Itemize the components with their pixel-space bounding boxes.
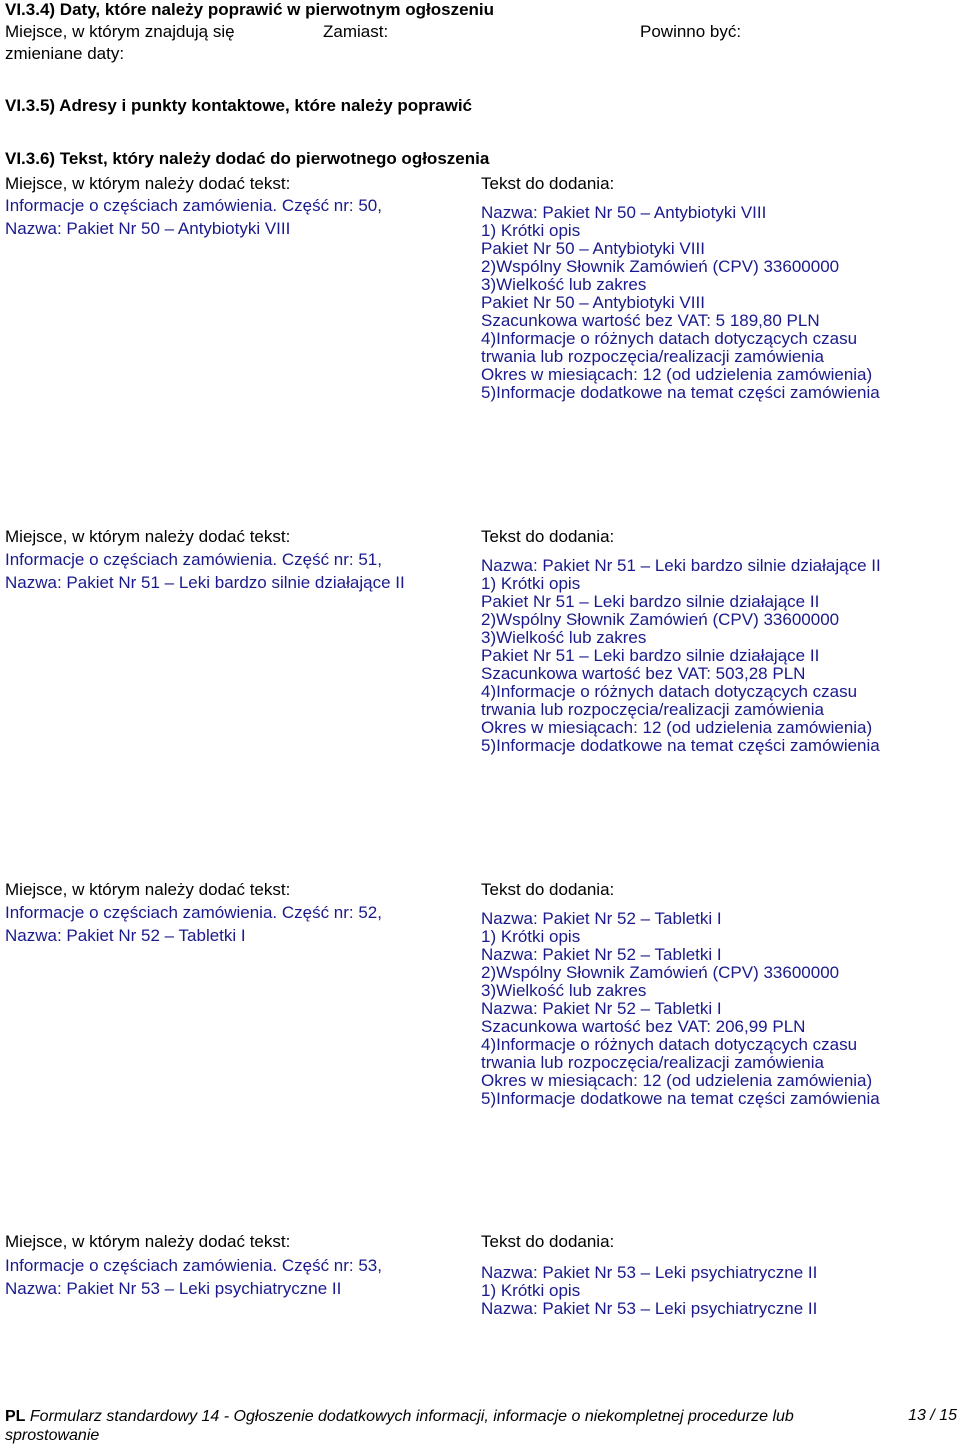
text-line: 4)Informacje o różnych datach dotyczących czasu [481, 329, 858, 348]
text-line: Okres w miesiącach: 12 (od udzielenia zamówienia) [481, 718, 873, 737]
text-line: 3)Wielkość lub zakres [481, 275, 647, 294]
text-line: Szacunkowa wartość bez VAT: 5 189,80 PLN [481, 311, 820, 330]
text-line: trwania lub rozpoczęcia/realizacji zamówienia [481, 347, 824, 366]
place-label: Miejsce, w którym należy dodać tekst: [5, 527, 291, 546]
place-label: Miejsce, w którym należy dodać tekst: [5, 1232, 291, 1251]
text-line: Nazwa: Pakiet Nr 52 – Tabletki I [481, 909, 722, 928]
text-to-add-label: Tekst do dodania: [481, 174, 615, 193]
text-to-add-value [481, 557, 881, 755]
page-footer [5, 1407, 957, 1445]
text-line: Nazwa: Pakiet Nr 50 – Antybiotyki VIII [481, 203, 767, 222]
text-line: Nazwa: Pakiet Nr 51 – Leki bardzo silnie działające II [481, 556, 881, 575]
footer-lang: PL [5, 1408, 26, 1425]
page-number: 13 / 15 [908, 1407, 957, 1424]
text-line: Okres w miesiącach: 12 (od udzielenia zamówienia) [481, 1071, 873, 1090]
text-line: Pakiet Nr 50 – Antybiotyki VIII [481, 293, 705, 312]
footer-form-title-2: sprostowanie [5, 1427, 100, 1444]
place-label: Miejsce, w którym należy dodać tekst: [5, 174, 291, 193]
text-line: 2)Wspólny Słownik Zamówień (CPV) 33600000 [481, 610, 840, 629]
dates-instead-label: Zamiast: [323, 22, 389, 41]
place-value [5, 1254, 382, 1300]
text-line: trwania lub rozpoczęcia/realizacji zamówienia [481, 1053, 824, 1072]
text-to-add-value [481, 910, 880, 1108]
place-line: Informacje o częściach zamówienia. Część nr: 53, [5, 1256, 382, 1275]
text-line: 1) Krótki opis [481, 574, 581, 593]
place-line: Nazwa: Pakiet Nr 53 – Leki psychiatryczne II [5, 1279, 342, 1298]
place-line: Nazwa: Pakiet Nr 52 – Tabletki I [5, 926, 246, 945]
place-value [5, 548, 405, 594]
place-value [5, 901, 382, 947]
text-line: 5)Informacje dodatkowe na temat części zamówienia [481, 383, 880, 402]
text-to-add-value [481, 1264, 817, 1318]
place-line: Informacje o częściach zamówienia. Część nr: 50, [5, 196, 382, 215]
text-line: Nazwa: Pakiet Nr 52 – Tabletki I [481, 945, 722, 964]
text-line: Szacunkowa wartość bez VAT: 503,28 PLN [481, 664, 806, 683]
dates-place-label-1: Miejsce, w którym znajdują się [5, 22, 235, 41]
section-title-dates: VI.3.4) Daty, które należy poprawić w pierwotnym ogłoszeniu [5, 0, 495, 19]
text-line: Pakiet Nr 51 – Leki bardzo silnie działające II [481, 646, 820, 665]
text-line: Okres w miesiącach: 12 (od udzielenia zamówienia) [481, 365, 873, 384]
place-line: Nazwa: Pakiet Nr 50 – Antybiotyki VIII [5, 219, 291, 238]
text-to-add-label: Tekst do dodania: [481, 880, 615, 899]
text-line: 4)Informacje o różnych datach dotyczących czasu [481, 1035, 858, 1054]
text-line: 1) Krótki opis [481, 221, 581, 240]
text-line: trwania lub rozpoczęcia/realizacji zamówienia [481, 700, 824, 719]
text-line: 2)Wspólny Słownik Zamówień (CPV) 33600000 [481, 257, 840, 276]
footer-form-title: Formularz standardowy 14 - Ogłoszenie dodatkowych informacji, informacje o niekompletnej procedurze lub [29, 1408, 794, 1425]
place-value [5, 194, 382, 240]
text-line: Szacunkowa wartość bez VAT: 206,99 PLN [481, 1017, 806, 1036]
text-line: Nazwa: Pakiet Nr 53 – Leki psychiatryczne II [481, 1263, 818, 1282]
text-line: Pakiet Nr 51 – Leki bardzo silnie działające II [481, 592, 820, 611]
place-line: Nazwa: Pakiet Nr 51 – Leki bardzo silnie działające II [5, 573, 405, 592]
text-line: 3)Wielkość lub zakres [481, 981, 647, 1000]
text-to-add-label: Tekst do dodania: [481, 527, 615, 546]
place-line: Informacje o częściach zamówienia. Część nr: 51, [5, 550, 382, 569]
section-title-text-to-add: VI.3.6) Tekst, który należy dodać do pierwotnego ogłoszenia [5, 149, 490, 168]
text-line: 3)Wielkość lub zakres [481, 628, 647, 647]
text-to-add-value [481, 204, 880, 402]
dates-place-label-2: zmieniane daty: [5, 44, 125, 63]
text-line: Nazwa: Pakiet Nr 53 – Leki psychiatryczne II [481, 1299, 818, 1318]
text-to-add-label: Tekst do dodania: [481, 1232, 615, 1251]
text-line: Nazwa: Pakiet Nr 52 – Tabletki I [481, 999, 722, 1018]
text-line: 5)Informacje dodatkowe na temat części zamówienia [481, 736, 880, 755]
text-line: Pakiet Nr 50 – Antybiotyki VIII [481, 239, 705, 258]
place-label: Miejsce, w którym należy dodać tekst: [5, 880, 291, 899]
text-line: 1) Krótki opis [481, 927, 581, 946]
text-line: 4)Informacje o różnych datach dotyczących czasu [481, 682, 858, 701]
text-line: 1) Krótki opis [481, 1281, 581, 1300]
section-title-addresses: VI.3.5) Adresy i punkty kontaktowe, które należy poprawić [5, 96, 473, 115]
place-line: Informacje o częściach zamówienia. Część nr: 52, [5, 903, 382, 922]
dates-should-be-label: Powinno być: [640, 22, 742, 41]
text-line: 5)Informacje dodatkowe na temat części zamówienia [481, 1089, 880, 1108]
text-line: 2)Wspólny Słownik Zamówień (CPV) 33600000 [481, 963, 840, 982]
